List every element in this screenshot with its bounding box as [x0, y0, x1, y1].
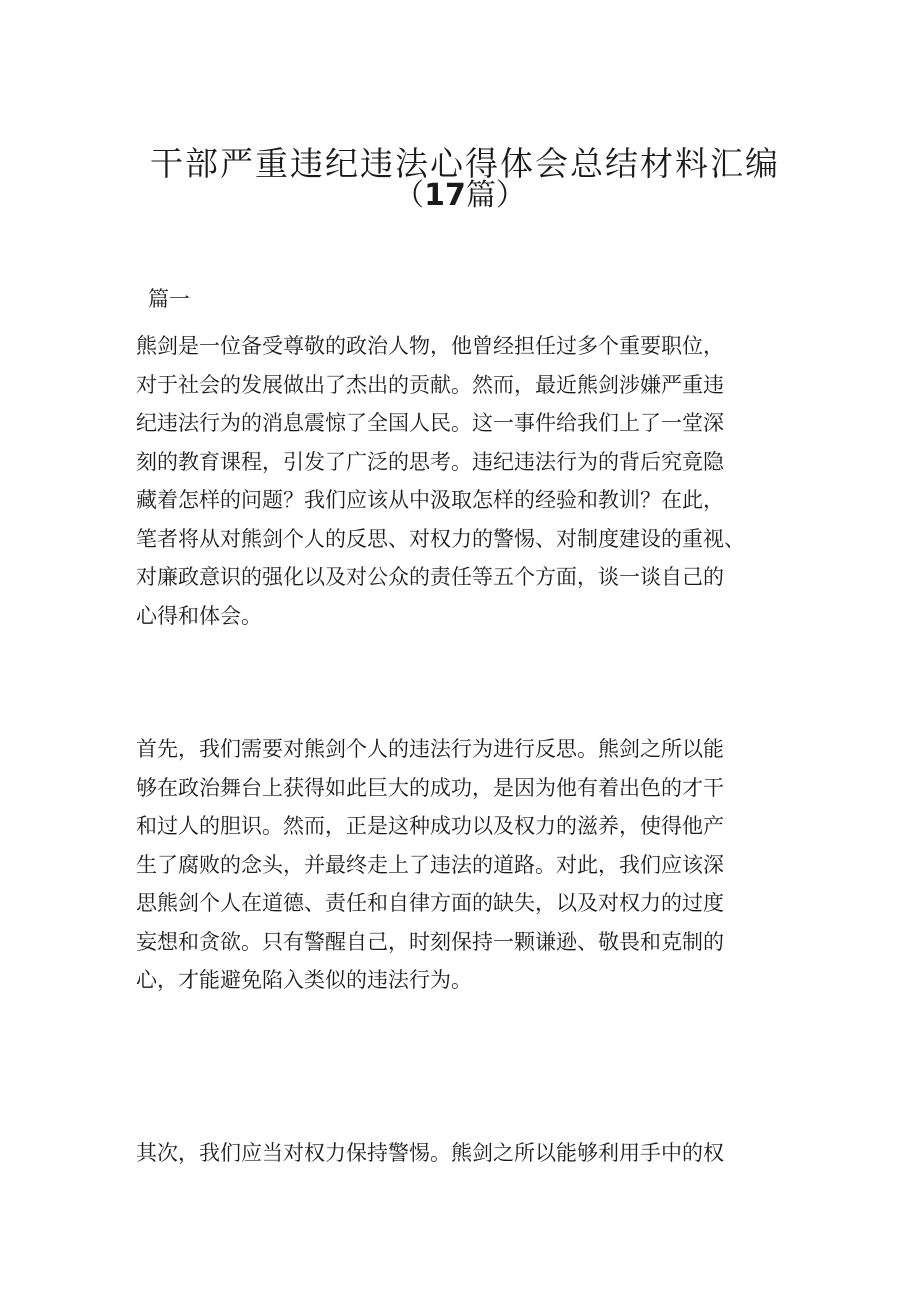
paragraph-line: 生了腐败的念头，并最终走上了违法的道路。对此，我们应该深: [136, 852, 724, 877]
paragraph-line: 对于社会的发展做出了杰出的贡献。然而，最近熊剑涉嫌严重违: [136, 372, 724, 397]
paragraph-line: 够在政治舞台上获得如此巨大的成功，是因为他有着出色的才干: [136, 775, 724, 800]
subtitle-open-paren: （: [394, 178, 425, 213]
paragraph-line: 刻的教育课程，引发了广泛的思考。违纪违法行为的背后究竟隐: [136, 449, 724, 474]
paragraph-line: 藏着怎样的问题？我们应该从中汲取怎样的经验和教训？在此，: [136, 488, 724, 512]
section-label: 篇一: [148, 287, 190, 311]
document-title: 干部严重违纪违法心得体会总结材料汇编: [150, 144, 780, 183]
paragraph-line: 和过人的胆识。然而，正是这种成功以及权力的滋养，使得他产: [136, 814, 724, 838]
paragraph-line: 纪违法行为的消息震惊了全国人民。这一事件给我们上了一堂深: [136, 411, 724, 435]
paragraph-2: [136, 730, 806, 1000]
paragraph-line: 笔者将从对熊剑个人的反思、对权力的警惕、对制度建设的重视、: [136, 526, 745, 551]
document-subtitle: [0, 172, 920, 220]
paragraph-line: 熊剑是一位备受尊敬的政治人物，他曾经担任过多个重要职位，: [136, 334, 724, 358]
subtitle-count: 17: [424, 178, 466, 213]
paragraph-line: 心，才能避免陷入类似的违法行为。: [136, 968, 472, 992]
paragraph-line: 首先，我们需要对熊剑个人的违法行为进行反思。熊剑之所以能: [136, 737, 724, 761]
paragraph-1: [136, 327, 806, 635]
paragraph-line: 思熊剑个人在道德、责任和自律方面的缺失，以及对权力的过度: [136, 891, 724, 915]
paragraph-line: 心得和体会。: [136, 603, 262, 628]
paragraph-line: 妄想和贪欲。只有警醒自己，时刻保持一颗谦逊、敬畏和克制的: [136, 929, 724, 954]
subtitle-suffix: 篇）: [465, 178, 526, 213]
paragraph-line: 对廉政意识的强化以及对公众的责任等五个方面，谈一谈自己的: [136, 565, 724, 589]
paragraph-line: 其次，我们应当对权力保持警惕。熊剑之所以能够利用手中的权: [136, 1141, 724, 1165]
paragraph-3: [136, 1134, 806, 1173]
